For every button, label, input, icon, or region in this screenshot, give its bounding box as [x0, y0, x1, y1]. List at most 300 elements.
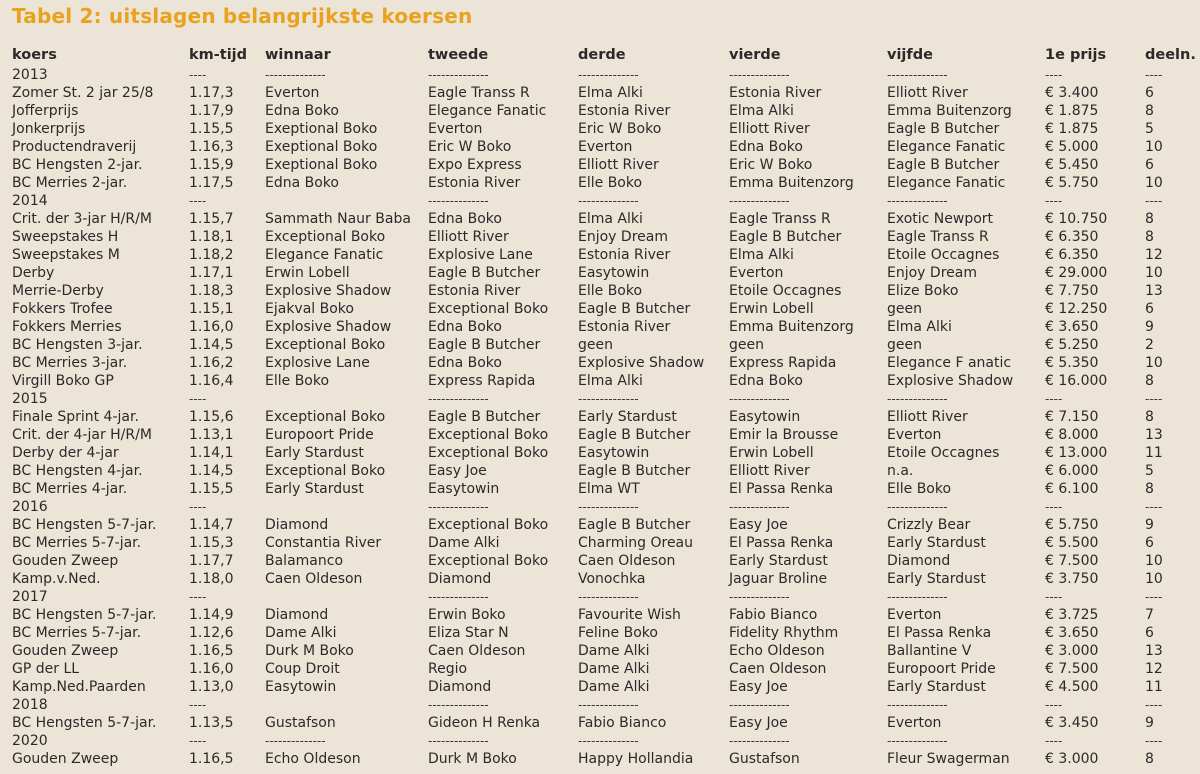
- km-tijd-cell: 1.17,9: [189, 103, 234, 119]
- prijs-cell: ----: [1045, 698, 1063, 712]
- vijfde-cell: Europoort Pride: [887, 661, 996, 677]
- table-row: [12, 300, 1198, 318]
- deeln-cell: ----: [1145, 194, 1163, 208]
- tweede-cell: Diamond: [428, 571, 492, 587]
- km-tijd-cell: 1.15,5: [189, 481, 234, 497]
- km-tijd-cell: 1.16,5: [189, 643, 234, 659]
- winnaar-cell: Explosive Lane: [265, 355, 370, 371]
- vijfde-cell: Etoile Occagnes: [887, 247, 1000, 263]
- vierde-cell: Everton: [729, 265, 784, 281]
- koers-cell: Derby: [12, 265, 55, 281]
- vijfde-cell: Everton: [887, 607, 942, 623]
- prijs-cell: € 5.000: [1045, 139, 1099, 155]
- koers-cell: Crit. der 4-jar H/R/M: [12, 427, 152, 443]
- prijs-cell: € 7.750: [1045, 283, 1099, 299]
- vierde-cell: Emma Buitenzorg: [729, 175, 854, 191]
- derde-cell: --------------: [578, 698, 639, 712]
- km-tijd-cell: 1.14,7: [189, 517, 234, 533]
- vierde-cell: Express Rapida: [729, 355, 837, 371]
- vierde-cell: geen: [729, 337, 764, 353]
- tweede-cell: Easy Joe: [428, 463, 487, 479]
- table-row: [12, 228, 1198, 246]
- km-tijd-cell: 1.13,1: [189, 427, 234, 443]
- winnaar-cell: Early Stardust: [265, 481, 364, 497]
- km-tijd-cell: ----: [189, 68, 207, 82]
- vijfde-cell: --------------: [887, 500, 948, 514]
- km-tijd-cell: 1.17,7: [189, 553, 234, 569]
- vijfde-cell: --------------: [887, 68, 948, 82]
- table-row: [12, 264, 1198, 282]
- tweede-cell: Caen Oldeson: [428, 643, 526, 659]
- table-row: [12, 210, 1198, 228]
- koers-cell: Finale Sprint 4-jar.: [12, 409, 139, 425]
- deeln-cell: 10: [1145, 355, 1163, 371]
- year-row: [12, 192, 1198, 210]
- winnaar-cell: Elegance Fanatic: [265, 247, 384, 263]
- derde-cell: --------------: [578, 590, 639, 604]
- prijs-cell: € 5.750: [1045, 175, 1099, 191]
- table-row: [12, 678, 1198, 696]
- prijs-cell: € 3.650: [1045, 625, 1099, 641]
- vijfde-cell: Elle Boko: [887, 481, 952, 497]
- vierde-cell: Caen Oldeson: [729, 661, 827, 677]
- derde-cell: Easytowin: [578, 265, 650, 281]
- derde-cell: Everton: [578, 139, 633, 155]
- vierde-cell: --------------: [729, 734, 790, 748]
- derde-cell: Caen Oldeson: [578, 553, 676, 569]
- vierde-cell: Eagle B Butcher: [729, 229, 842, 245]
- derde-cell: Vonochka: [578, 571, 646, 587]
- winnaar-cell: Edna Boko: [265, 103, 339, 119]
- tweede-cell: Gideon H Renka: [428, 715, 541, 731]
- derde-cell: Eric W Boko: [578, 121, 662, 137]
- prijs-cell: ----: [1045, 68, 1063, 82]
- vierde-cell: Elliott River: [729, 463, 810, 479]
- deeln-cell: 10: [1145, 265, 1163, 281]
- vijfde-cell: --------------: [887, 194, 948, 208]
- table-row: [12, 480, 1198, 498]
- tweede-cell: Estonia River: [428, 175, 521, 191]
- deeln-cell: ----: [1145, 392, 1163, 406]
- tweede-cell: Edna Boko: [428, 211, 502, 227]
- prijs-cell: € 8.000: [1045, 427, 1099, 443]
- km-tijd-cell: 1.18,1: [189, 229, 234, 245]
- deeln-cell: 9: [1145, 517, 1154, 533]
- vierde-cell: Edna Boko: [729, 373, 803, 389]
- header-koers: koers: [12, 47, 57, 63]
- vijfde-cell: Exotic Newport: [887, 211, 994, 227]
- vijfde-cell: Elegance Fanatic: [887, 175, 1006, 191]
- table-row: [12, 660, 1198, 678]
- winnaar-cell: Diamond: [265, 517, 329, 533]
- header-winnaar: winnaar: [265, 47, 331, 63]
- vijfde-cell: Everton: [887, 715, 942, 731]
- winnaar-cell: Sammath Naur Baba: [265, 211, 411, 227]
- prijs-cell: € 5.450: [1045, 157, 1099, 173]
- koers-cell: Gouden Zweep: [12, 751, 119, 767]
- deeln-cell: ----: [1145, 590, 1163, 604]
- km-tijd-cell: 1.14,1: [189, 445, 234, 461]
- tweede-cell: Expo Express: [428, 157, 522, 173]
- koers-cell: GP der LL: [12, 661, 80, 677]
- deeln-cell: 11: [1145, 679, 1163, 695]
- koers-cell: BC Hengsten 3-jar.: [12, 337, 143, 353]
- vijfde-cell: geen: [887, 301, 922, 317]
- koers-cell: BC Merries 5-7-jar.: [12, 625, 142, 641]
- vierde-cell: Erwin Lobell: [729, 445, 814, 461]
- km-tijd-cell: 1.16,0: [189, 661, 234, 677]
- table-row: [12, 624, 1198, 642]
- vijfde-cell: Elize Boko: [887, 283, 959, 299]
- koers-cell: 2020: [12, 733, 48, 749]
- vijfde-cell: Explosive Shadow: [887, 373, 1014, 389]
- winnaar-cell: Explosive Shadow: [265, 283, 392, 299]
- deeln-cell: 13: [1145, 427, 1163, 443]
- tweede-cell: Exceptional Boko: [428, 517, 549, 533]
- km-tijd-cell: 1.16,0: [189, 319, 234, 335]
- header-vijfde: vijfde: [887, 47, 933, 63]
- tweede-cell: Estonia River: [428, 283, 521, 299]
- vijfde-cell: --------------: [887, 590, 948, 604]
- deeln-cell: ----: [1145, 68, 1163, 82]
- winnaar-cell: Echo Oldeson: [265, 751, 361, 767]
- table-row: [12, 102, 1198, 120]
- prijs-cell: ----: [1045, 734, 1063, 748]
- km-tijd-cell: 1.15,7: [189, 211, 234, 227]
- prijs-cell: € 3.750: [1045, 571, 1099, 587]
- vijfde-cell: Early Stardust: [887, 679, 986, 695]
- header-vierde: vierde: [729, 47, 781, 63]
- vierde-cell: El Passa Renka: [729, 535, 834, 551]
- header-1e-prijs: 1e prijs: [1045, 47, 1107, 63]
- derde-cell: --------------: [578, 68, 639, 82]
- table-row: [12, 570, 1198, 588]
- deeln-cell: ----: [1145, 698, 1163, 712]
- prijs-cell: € 3.650: [1045, 319, 1099, 335]
- vierde-cell: Emir la Brousse: [729, 427, 839, 443]
- winnaar-cell: Early Stardust: [265, 445, 364, 461]
- vierde-cell: Estonia River: [729, 85, 822, 101]
- tweede-cell: --------------: [428, 68, 489, 82]
- winnaar-cell: Exceptional Boko: [265, 337, 386, 353]
- winnaar-cell: Elle Boko: [265, 373, 330, 389]
- deeln-cell: 10: [1145, 553, 1163, 569]
- koers-cell: Zomer St. 2 jar 25/8: [12, 85, 154, 101]
- km-tijd-cell: ----: [189, 698, 207, 712]
- winnaar-cell: Exceptional Boko: [265, 463, 386, 479]
- koers-cell: Derby der 4-jar: [12, 445, 119, 461]
- vierde-cell: --------------: [729, 590, 790, 604]
- vierde-cell: --------------: [729, 500, 790, 514]
- km-tijd-cell: 1.15,9: [189, 157, 234, 173]
- vierde-cell: Fabio Bianco: [729, 607, 818, 623]
- tweede-cell: Eric W Boko: [428, 139, 512, 155]
- deeln-cell: 6: [1145, 157, 1154, 173]
- koers-cell: BC Merries 5-7-jar.: [12, 535, 142, 551]
- prijs-cell: € 3.450: [1045, 715, 1099, 731]
- km-tijd-cell: 1.16,4: [189, 373, 234, 389]
- table-header: [12, 44, 1198, 66]
- tweede-cell: Edna Boko: [428, 319, 502, 335]
- km-tijd-cell: ----: [189, 500, 207, 514]
- winnaar-cell: Everton: [265, 85, 320, 101]
- vijfde-cell: --------------: [887, 698, 948, 712]
- koers-cell: BC Hengsten 5-7-jar.: [12, 715, 157, 731]
- vierde-cell: Easytowin: [729, 409, 801, 425]
- table-row: [12, 642, 1198, 660]
- deeln-cell: 7: [1145, 607, 1154, 623]
- year-row: [12, 390, 1198, 408]
- prijs-cell: € 12.250: [1045, 301, 1108, 317]
- prijs-cell: € 1.875: [1045, 121, 1099, 137]
- tweede-cell: Elegance Fanatic: [428, 103, 547, 119]
- table-row: [12, 138, 1198, 156]
- deeln-cell: 11: [1145, 445, 1163, 461]
- results-table: [12, 44, 1198, 768]
- tweede-cell: --------------: [428, 392, 489, 406]
- km-tijd-cell: 1.13,0: [189, 679, 234, 695]
- winnaar-cell: Caen Oldeson: [265, 571, 363, 587]
- derde-cell: Elliott River: [578, 157, 659, 173]
- tweede-cell: --------------: [428, 500, 489, 514]
- table-row: [12, 372, 1198, 390]
- prijs-cell: € 7.500: [1045, 661, 1099, 677]
- prijs-cell: € 3.400: [1045, 85, 1099, 101]
- deeln-cell: 6: [1145, 85, 1154, 101]
- koers-cell: BC Merries 4-jar.: [12, 481, 128, 497]
- header-derde: derde: [578, 47, 626, 63]
- table-row: [12, 120, 1198, 138]
- vierde-cell: Eric W Boko: [729, 157, 813, 173]
- prijs-cell: € 13.000: [1045, 445, 1108, 461]
- prijs-cell: ----: [1045, 500, 1063, 514]
- koers-cell: Virgill Boko GP: [12, 373, 114, 389]
- vierde-cell: Gustafson: [729, 751, 800, 767]
- koers-cell: Productendraverij: [12, 139, 137, 155]
- km-tijd-cell: 1.13,5: [189, 715, 234, 731]
- winnaar-cell: Exceptional Boko: [265, 229, 386, 245]
- km-tijd-cell: ----: [189, 590, 207, 604]
- koers-cell: Fokkers Trofee: [12, 301, 113, 317]
- vijfde-cell: Elegance Fanatic: [887, 139, 1006, 155]
- winnaar-cell: Explosive Shadow: [265, 319, 392, 335]
- year-row: [12, 588, 1198, 606]
- derde-cell: Explosive Shadow: [578, 355, 705, 371]
- winnaar-cell: Balamanco: [265, 553, 344, 569]
- table-row: [12, 174, 1198, 192]
- table-row: [12, 750, 1198, 768]
- derde-cell: geen: [578, 337, 613, 353]
- tweede-cell: --------------: [428, 590, 489, 604]
- km-tijd-cell: 1.14,5: [189, 337, 234, 353]
- koers-cell: Kamp.Ned.Paarden: [12, 679, 146, 695]
- tweede-cell: Diamond: [428, 679, 492, 695]
- winnaar-cell: Edna Boko: [265, 175, 339, 191]
- derde-cell: Estonia River: [578, 247, 671, 263]
- tweede-cell: Exceptional Boko: [428, 553, 549, 569]
- winnaar-cell: --------------: [265, 734, 326, 748]
- tweede-cell: Everton: [428, 121, 483, 137]
- vierde-cell: Elliott River: [729, 121, 810, 137]
- winnaar-cell: Exceptional Boko: [265, 409, 386, 425]
- derde-cell: Eagle B Butcher: [578, 301, 691, 317]
- vierde-cell: Elma Alki: [729, 103, 794, 119]
- prijs-cell: € 1.875: [1045, 103, 1099, 119]
- vijfde-cell: geen: [887, 337, 922, 353]
- winnaar-cell: Europoort Pride: [265, 427, 374, 443]
- prijs-cell: € 5.750: [1045, 517, 1099, 533]
- koers-cell: BC Hengsten 4-jar.: [12, 463, 143, 479]
- vierde-cell: Emma Buitenzorg: [729, 319, 854, 335]
- deeln-cell: 2: [1145, 337, 1154, 353]
- deeln-cell: 10: [1145, 175, 1163, 191]
- derde-cell: Feline Boko: [578, 625, 658, 641]
- vierde-cell: Echo Oldeson: [729, 643, 825, 659]
- vierde-cell: Fidelity Rhythm: [729, 625, 839, 641]
- derde-cell: Dame Alki: [578, 661, 650, 677]
- winnaar-cell: Diamond: [265, 607, 329, 623]
- deeln-cell: 12: [1145, 247, 1163, 263]
- vierde-cell: --------------: [729, 68, 790, 82]
- koers-cell: BC Hengsten 5-7-jar.: [12, 607, 157, 623]
- deeln-cell: 8: [1145, 481, 1154, 497]
- year-row: [12, 498, 1198, 516]
- km-tijd-cell: 1.16,3: [189, 139, 234, 155]
- vierde-cell: Jaguar Broline: [729, 571, 828, 587]
- vijfde-cell: Emma Buitenzorg: [887, 103, 1012, 119]
- tweede-cell: Easytowin: [428, 481, 500, 497]
- vierde-cell: Easy Joe: [729, 517, 788, 533]
- derde-cell: --------------: [578, 194, 639, 208]
- deeln-cell: 8: [1145, 409, 1154, 425]
- table-row: [12, 714, 1198, 732]
- derde-cell: Happy Hollandia: [578, 751, 694, 767]
- koers-cell: Gouden Zweep: [12, 553, 119, 569]
- prijs-cell: € 16.000: [1045, 373, 1108, 389]
- koers-cell: Jonkerprijs: [12, 121, 86, 137]
- table-title: Tabel 2: uitslagen belangrijkste koersen: [12, 4, 473, 28]
- deeln-cell: 5: [1145, 463, 1154, 479]
- deeln-cell: 10: [1145, 139, 1163, 155]
- koers-cell: 2016: [12, 499, 48, 515]
- header-tweede: tweede: [428, 47, 489, 63]
- prijs-cell: € 6.350: [1045, 229, 1099, 245]
- winnaar-cell: Exeptional Boko: [265, 157, 378, 173]
- koers-cell: Merrie-Derby: [12, 283, 104, 299]
- km-tijd-cell: 1.17,5: [189, 175, 234, 191]
- vijfde-cell: Elma Alki: [887, 319, 952, 335]
- koers-cell: BC Merries 3-jar.: [12, 355, 128, 371]
- derde-cell: Eagle B Butcher: [578, 517, 691, 533]
- prijs-cell: ----: [1045, 392, 1063, 406]
- prijs-cell: € 5.350: [1045, 355, 1099, 371]
- table-row: [12, 552, 1198, 570]
- km-tijd-cell: 1.15,3: [189, 535, 234, 551]
- derde-cell: Elle Boko: [578, 283, 643, 299]
- deeln-cell: 6: [1145, 535, 1154, 551]
- koers-cell: 2013: [12, 67, 48, 83]
- km-tijd-cell: 1.14,5: [189, 463, 234, 479]
- winnaar-cell: Coup Droit: [265, 661, 340, 677]
- prijs-cell: € 29.000: [1045, 265, 1108, 281]
- tweede-cell: Exceptional Boko: [428, 445, 549, 461]
- table-row: [12, 444, 1198, 462]
- deeln-cell: 8: [1145, 229, 1154, 245]
- koers-cell: 2014: [12, 193, 48, 209]
- winnaar-cell: --------------: [265, 68, 326, 82]
- km-tijd-cell: 1.18,2: [189, 247, 234, 263]
- winnaar-cell: Ejakval Boko: [265, 301, 354, 317]
- koers-cell: Jofferprijs: [12, 103, 79, 119]
- tweede-cell: --------------: [428, 698, 489, 712]
- vijfde-cell: Eagle Transs R: [887, 229, 989, 245]
- prijs-cell: € 4.500: [1045, 679, 1099, 695]
- tweede-cell: Regio: [428, 661, 468, 677]
- vijfde-cell: El Passa Renka: [887, 625, 992, 641]
- year-row: [12, 732, 1198, 750]
- tweede-cell: Eagle Transs R: [428, 85, 530, 101]
- tweede-cell: Eliza Star N: [428, 625, 509, 641]
- derde-cell: Charming Oreau: [578, 535, 694, 551]
- koers-cell: Fokkers Merries: [12, 319, 122, 335]
- deeln-cell: 8: [1145, 211, 1154, 227]
- koers-cell: Sweepstakes H: [12, 229, 119, 245]
- tweede-cell: Exceptional Boko: [428, 427, 549, 443]
- derde-cell: Elma WT: [578, 481, 640, 497]
- vijfde-cell: Diamond: [887, 553, 951, 569]
- vijfde-cell: Elliott River: [887, 85, 968, 101]
- vijfde-cell: n.a.: [887, 463, 914, 479]
- tweede-cell: Erwin Boko: [428, 607, 506, 623]
- deeln-cell: 9: [1145, 319, 1154, 335]
- vijfde-cell: Everton: [887, 427, 942, 443]
- koers-cell: Crit. der 3-jar H/R/M: [12, 211, 152, 227]
- km-tijd-cell: 1.15,1: [189, 301, 234, 317]
- tweede-cell: Exceptional Boko: [428, 301, 549, 317]
- koers-cell: Kamp.v.Ned.: [12, 571, 101, 587]
- tweede-cell: Elliott River: [428, 229, 509, 245]
- table-row: [12, 354, 1198, 372]
- km-tijd-cell: 1.12,6: [189, 625, 234, 641]
- derde-cell: Early Stardust: [578, 409, 677, 425]
- prijs-cell: € 3.725: [1045, 607, 1099, 623]
- deeln-cell: 8: [1145, 103, 1154, 119]
- vierde-cell: Eagle Transs R: [729, 211, 831, 227]
- vierde-cell: El Passa Renka: [729, 481, 834, 497]
- derde-cell: --------------: [578, 500, 639, 514]
- vierde-cell: Edna Boko: [729, 139, 803, 155]
- deeln-cell: ----: [1145, 734, 1163, 748]
- vierde-cell: Early Stardust: [729, 553, 828, 569]
- deeln-cell: 8: [1145, 373, 1154, 389]
- deeln-cell: ----: [1145, 500, 1163, 514]
- vierde-cell: --------------: [729, 392, 790, 406]
- vierde-cell: Easy Joe: [729, 679, 788, 695]
- koers-cell: Sweepstakes M: [12, 247, 120, 263]
- derde-cell: --------------: [578, 392, 639, 406]
- winnaar-cell: Durk M Boko: [265, 643, 354, 659]
- km-tijd-cell: 1.15,6: [189, 409, 234, 425]
- prijs-cell: € 6.000: [1045, 463, 1099, 479]
- table-row: [12, 84, 1198, 102]
- table-row: [12, 426, 1198, 444]
- winnaar-cell: Exeptional Boko: [265, 139, 378, 155]
- derde-cell: Favourite Wish: [578, 607, 681, 623]
- deeln-cell: 6: [1145, 625, 1154, 641]
- table-row: [12, 282, 1198, 300]
- deeln-cell: 10: [1145, 571, 1163, 587]
- year-row: [12, 66, 1198, 84]
